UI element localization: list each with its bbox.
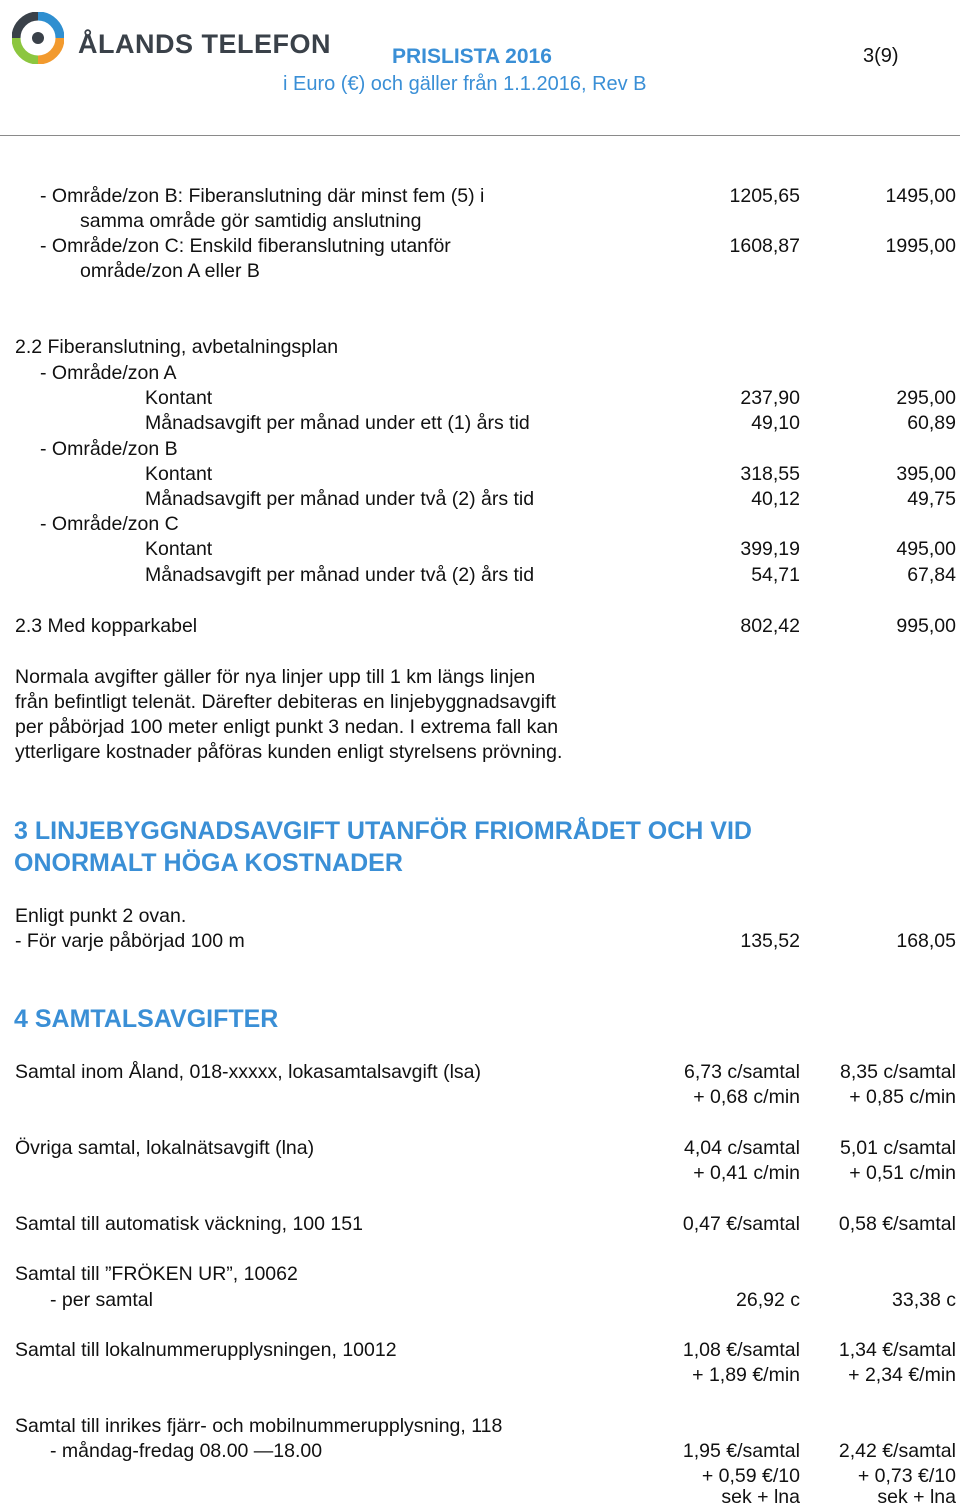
dom-info-incl-rate-unit: sek + lna [877, 1486, 956, 1508]
dom-info-incl-call: 2,42 €/samtal [838, 1440, 956, 1462]
ur-incl: 33,38 c [892, 1289, 956, 1311]
zone-b-price-incl: 1495,00 [885, 185, 956, 207]
zone-b-price-excl: 1205,65 [729, 185, 800, 207]
plan-zone-a-cash: Kontant [145, 387, 213, 409]
lna-excl-min: + 0,41 c/min [693, 1162, 800, 1184]
section3-heading-line2: ONORMALT HÖGA KOSTNADER [14, 849, 403, 877]
plan-zone-b-monthly: Månadsavgift per månad under två (2) års tid [145, 488, 535, 510]
dom-info-incl-rate: + 0,73 €/10 [857, 1465, 956, 1487]
plan-zone-a-monthly-incl: 60,89 [907, 412, 956, 434]
section3-item: - För varje påbörjad 100 m [15, 930, 245, 952]
plan-zone-b-cash-excl: 318,55 [740, 463, 800, 485]
lsa-excl-call: 6,73 c/samtal [684, 1061, 800, 1083]
plan-zone-c-cash-excl: 399,19 [740, 538, 800, 560]
plan-zone-c-monthly: Månadsavgift per månad under två (2) års tid [145, 564, 535, 586]
page-subtitle: i Euro (€) och gäller från 1.1.2016, Rev B [283, 73, 647, 95]
plan-zone-a: - Område/zon A [40, 362, 177, 384]
zone-c-price-incl: 1995,00 [885, 235, 956, 257]
zone-c-desc-line2: område/zon A eller B [80, 260, 260, 282]
alands-telefon-logo [12, 10, 331, 62]
plan-zone-c-cash-incl: 495,00 [896, 538, 956, 560]
lsa-incl-call: 8,35 c/samtal [840, 1061, 956, 1083]
dom-info-excl-rate-unit: sek + lna [721, 1486, 800, 1508]
local-info-incl-min: + 2,34 €/min [848, 1364, 956, 1386]
plan-heading: 2.2 Fiberanslutning, avbetalningsplan [15, 336, 339, 358]
copper-price-incl: 995,00 [896, 615, 956, 637]
plan-zone-c: - Område/zon C [40, 513, 179, 535]
dom-info-excl-call: 1,95 €/samtal [682, 1440, 800, 1462]
plan-zone-c-monthly-excl: 54,71 [751, 564, 800, 586]
copper-price-excl: 802,42 [740, 615, 800, 637]
lna-incl-call: 5,01 c/samtal [840, 1137, 956, 1159]
ur-excl: 26,92 c [736, 1289, 800, 1311]
note-line2: från befintligt telenät. Därefter debiteras en linjebyggnadsavgift [15, 691, 556, 713]
copper-label: 2.3 Med kopparkabel [15, 615, 198, 637]
wake-incl: 0,58 €/samtal [838, 1213, 956, 1235]
page-title: PRISLISTA 2016 [392, 45, 552, 68]
note-line3: per påbörjad 100 meter enligt punkt 3 nedan. I extrema fall kan [15, 716, 559, 738]
ur-item: - per samtal [50, 1289, 153, 1311]
dom-info-label: Samtal till inrikes fjärr- och mobilnummerupplysning, 118 [15, 1415, 503, 1437]
note-line4: ytterligare kostnader påföras kunden enligt styrelsens prövning. [15, 741, 563, 763]
dom-info-item: - måndag-fredag 08.00 —18.00 [50, 1440, 323, 1462]
zone-c-price-excl: 1608,87 [729, 235, 800, 257]
lna-label: Övriga samtal, lokalnätsavgift (lna) [15, 1137, 315, 1159]
zone-b-desc-line1: - Område/zon B: Fiberanslutning där minst fem (5) i [40, 185, 485, 207]
logo-text: ÅLANDS TELEFON [78, 29, 331, 59]
local-info-excl-call: 1,08 €/samtal [682, 1339, 800, 1361]
plan-zone-b-monthly-excl: 40,12 [751, 488, 800, 510]
section3-heading-line1: 3 LINJEBYGGNADSAVGIFT UTANFÖR FRIOMRÅDET OCH VID [14, 817, 752, 845]
page-number: 3(9) [863, 45, 899, 67]
plan-zone-a-monthly: Månadsavgift per månad under ett (1) års tid [145, 412, 530, 434]
section4-heading: 4 SAMTALSAVGIFTER [14, 1005, 279, 1033]
lsa-excl-min: + 0,68 c/min [693, 1086, 800, 1108]
wake-label: Samtal till automatisk väckning, 100 151 [15, 1213, 363, 1235]
plan-zone-c-monthly-incl: 67,84 [907, 564, 956, 586]
plan-zone-b-cash-incl: 395,00 [896, 463, 956, 485]
ur-label: Samtal till ”FRÖKEN UR”, 10062 [15, 1263, 298, 1285]
zone-c-desc-line1: - Område/zon C: Enskild fiberanslutning utanför [40, 235, 451, 257]
zone-b-desc-line2: samma område gör samtidig anslutning [80, 210, 422, 232]
lna-incl-min: + 0,51 c/min [849, 1162, 956, 1184]
section3-price-excl: 135,52 [740, 930, 800, 952]
local-info-incl-call: 1,34 €/samtal [838, 1339, 956, 1361]
lsa-label: Samtal inom Åland, 018-xxxxx, lokasamtalsavgift (lsa) [15, 1061, 482, 1083]
plan-zone-b-cash: Kontant [145, 463, 213, 485]
plan-zone-c-cash: Kontant [145, 538, 213, 560]
plan-zone-b-monthly-incl: 49,75 [907, 488, 956, 510]
logo-mark-icon [12, 12, 64, 64]
section3-price-incl: 168,05 [896, 930, 956, 952]
local-info-label: Samtal till lokalnummerupplysningen, 10012 [15, 1339, 397, 1361]
local-info-excl-min: + 1,89 €/min [692, 1364, 800, 1386]
wake-excl: 0,47 €/samtal [682, 1213, 800, 1235]
lna-excl-call: 4,04 c/samtal [684, 1137, 800, 1159]
plan-zone-a-cash-excl: 237,90 [740, 387, 800, 409]
plan-zone-b: - Område/zon B [40, 438, 178, 460]
header-divider [0, 135, 960, 136]
plan-zone-a-monthly-excl: 49,10 [751, 412, 800, 434]
plan-zone-a-cash-incl: 295,00 [896, 387, 956, 409]
section3-text: Enligt punkt 2 ovan. [15, 905, 187, 927]
dom-info-excl-rate: + 0,59 €/10 [701, 1465, 800, 1487]
lsa-incl-min: + 0,85 c/min [849, 1086, 956, 1108]
note-line1: Normala avgifter gäller för nya linjer upp till 1 km längs linjen [15, 666, 536, 688]
